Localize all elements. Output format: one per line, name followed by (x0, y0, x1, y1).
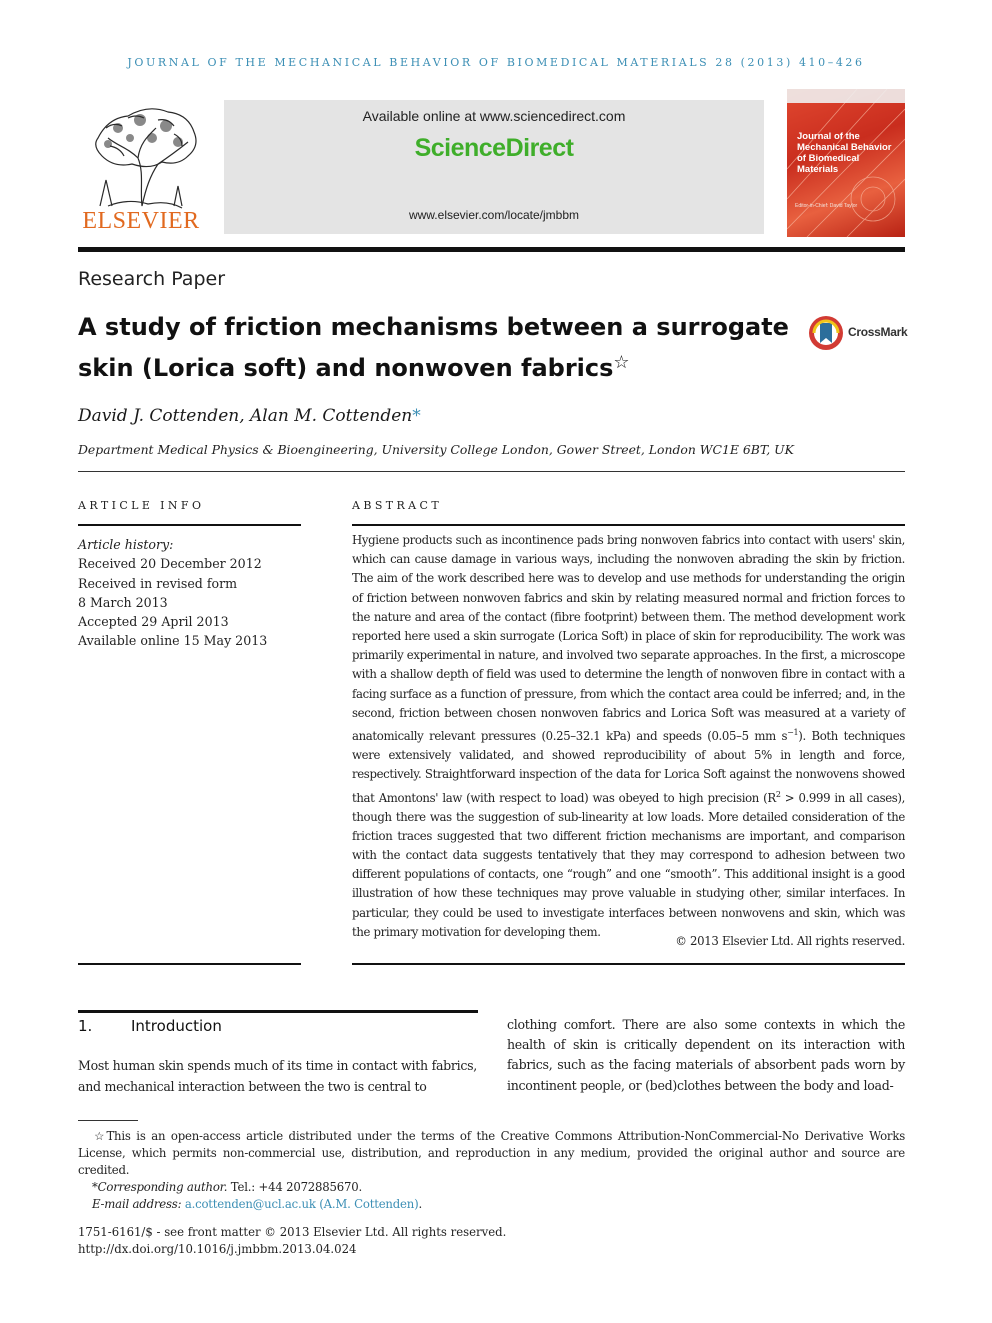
abstract-heading: ABSTRACT (352, 499, 443, 512)
abstract-copyright: © 2013 Elsevier Ltd. All rights reserved. (675, 934, 905, 948)
author-names: David J. Cottenden, Alan M. Cottenden (78, 406, 413, 426)
corresponding-author-mark[interactable]: * (412, 406, 421, 426)
email-end: . (418, 1197, 422, 1211)
article-type: Research Paper (78, 268, 225, 290)
abstract-superscript: −1 (787, 728, 799, 738)
cover-editor: Editor-in-Chief: David Taylor (795, 203, 858, 209)
doi-link[interactable]: http://dx.doi.org/10.1016/j.jmbbm.2013.04.024 (78, 1242, 357, 1256)
header-divider (78, 247, 905, 252)
email-footnote (78, 1196, 905, 1213)
abstract-top-rule (352, 524, 905, 526)
abstract-superscript: 2 (775, 789, 781, 799)
journal-homepage-link[interactable]: www.elsevier.com/locate/jmbbm (408, 208, 580, 222)
footnote-star-mark: ☆ (92, 1129, 107, 1143)
sciencedirect-available-online: Available online at www.sciencedirect.com (362, 108, 626, 124)
history-item: 8 March 2013 (78, 594, 168, 610)
email-label: E-mail address: (92, 1197, 182, 1211)
corresponding-footnote (78, 1179, 905, 1196)
footnote-rule (78, 1120, 138, 1121)
cover-journal-title: Journal of the Mechanical Behavior of Biomedical Materials (797, 131, 892, 175)
issn-line: 1751-6161/$ - see front matter © 2013 Elsevier Ltd. All rights reserved. (78, 1225, 507, 1239)
author-affiliation: Department Medical Physics & Bioengineering, University College London, Gower Street, London WC1E 6BT, UK (78, 442, 794, 457)
license-footnote (78, 1128, 905, 1179)
history-item: Received in revised form (78, 575, 238, 591)
history-item: Accepted 29 April 2013 (78, 614, 229, 630)
license-text: This is an open-access article distributed under the terms of the Creative Commons Attribution-NonCommercial-No Derivative Works License, which permits non-commercial use, distribution, and reproduction in any medium, provided the original author and source are credited. (78, 1129, 906, 1177)
abstract-text-part: > 0.999 in all cases), though there was the suggestion of sub-linearity at low loads. More detailed consideration of the friction traces suggested that two different friction mechanisms are important, and comparison with the contact data suggests tentatively that they may correspond to adhesion between two different populations of contacts, one “rough” and one “smooth”. This additional insight is a good illustration of how these techniques may prove valuable in studying other, similar interfaces. In particular, they could be used to investigate interfaces between nonwovens and skin, which was the primary motivation for developing them. (352, 790, 905, 939)
journal-cover-thumbnail (787, 89, 905, 237)
abstract-text-part: ). Both techniques were extensively validated, and showed reproducibility of about 5% in length and force, respectively. Straightforward inspection of the data for Lorica Soft against the nonwovens showed that Amontons' law (with respect to load) was obeyed to high precision (R (352, 728, 905, 805)
section-number: 1. (78, 1017, 93, 1035)
footnotes (78, 1128, 905, 1213)
history-heading: Article history: (78, 537, 174, 552)
email-link[interactable]: a.cottenden@ucl.ac.uk (A.M. Cottenden) (184, 1197, 419, 1211)
title-footnote-mark[interactable]: ☆ (613, 352, 630, 373)
elsevier-wordmark: ELSEVIER (82, 208, 200, 234)
abstract-bottom-rule (352, 963, 905, 965)
article-info-top-rule (78, 524, 301, 526)
article-info-heading: ARTICLE INFO (78, 499, 205, 512)
abstract-text-part: Hygiene products such as incontinence pads bring nonwoven fabrics into contact with users' skin, which can cause damage in various ways, including the nonwoven abrading the skin by friction. The aim of the work described here was to develop and use methods for understanding the origin of friction between nonwoven fabrics and skin by relating measured normal and friction forces to the nature and area of the contact (fibre footprint) between them. The method development work reported here used a skin surrogate (Lorica Soft) in place of skin for reproducibility. The work was primarily experimental in nature, and involved two separate approaches. In the first, a microscope with a shallow depth of field was used to determine the length of nonwoven fibre in contact with a facing surface as a function of pressure, from which the contact area could be inferred; and, in the second, friction between chosen nonwoven fabrics and Lorica Soft was measured at a variety of anatomically relevant pressures (0.25–32.1 kPa) and speeds (0.05–5 mm s (352, 533, 905, 743)
footnote-asterisk-mark: * (92, 1180, 98, 1194)
introduction-left-column: Most human skin spends much of its time in contact with fabrics, and mechanical interaction between the two is central to (78, 1058, 477, 1094)
corresponding-phone: Tel.: +44 2072885670. (227, 1180, 362, 1194)
bottom-metadata (78, 1224, 905, 1258)
history-item: Received 20 December 2012 (78, 556, 262, 572)
introduction-rule (78, 1010, 478, 1013)
history-item: Available online 15 May 2013 (78, 633, 268, 649)
sciencedirect-logo[interactable]: ScienceDirect (414, 134, 574, 162)
introduction-right-column: clothing comfort. There are also some contexts in which the health of skin is critically dependent on its interaction with fabrics, such as the facing materials of absorbent pads worn by incontinent people, or (bed)clothes between the body and load- (507, 1017, 905, 1093)
abstract-body (352, 531, 905, 942)
author-list (78, 406, 421, 426)
article-info-bottom-rule (78, 963, 301, 965)
article-title-text: A study of friction mechanisms between a surrogate skin (Lorica soft) and nonwoven fabrics (78, 313, 789, 382)
corresponding-label: Corresponding author. (97, 1180, 228, 1194)
article-title (78, 310, 798, 386)
article-history (78, 535, 300, 651)
section-title: Introduction (131, 1017, 222, 1035)
crossmark-label[interactable]: CrossMark (848, 325, 908, 339)
affiliation-divider (78, 471, 905, 472)
journal-running-header: JOURNAL OF THE MECHANICAL BEHAVIOR OF BIOMEDICAL MATERIALS 28 (2013) 410–426 (127, 56, 865, 69)
